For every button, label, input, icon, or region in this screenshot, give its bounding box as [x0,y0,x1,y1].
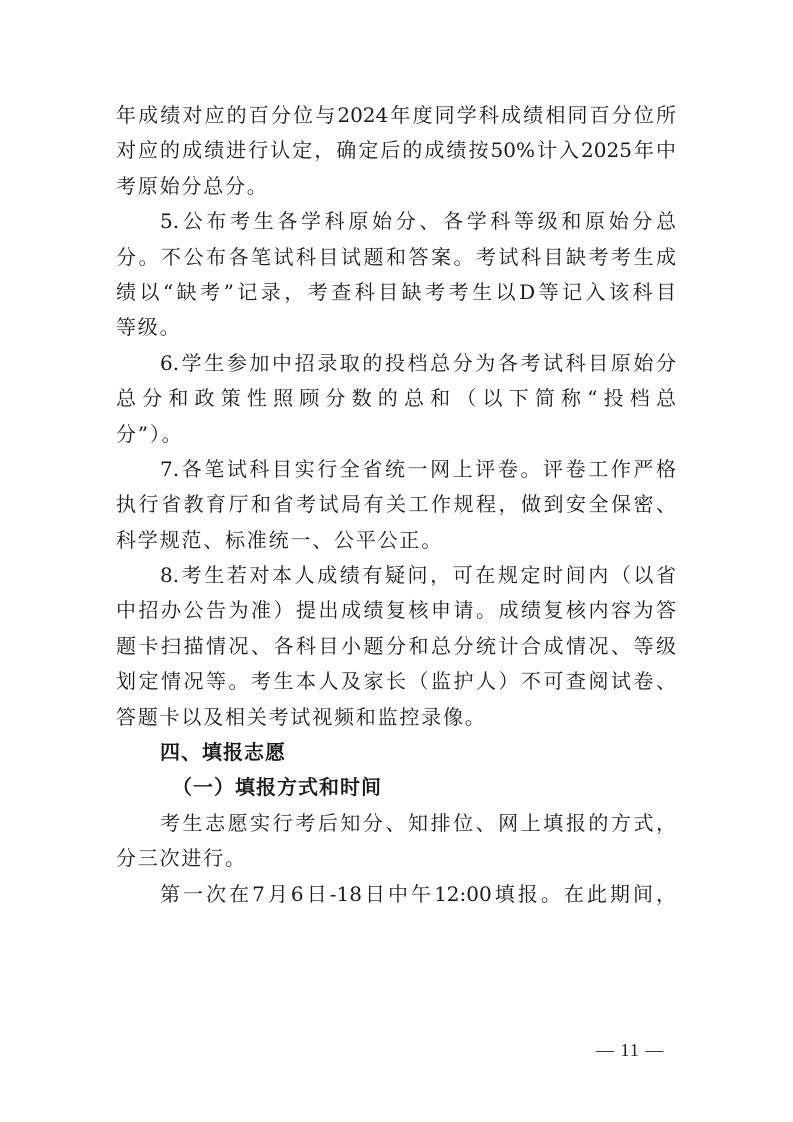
document-body [116,98,676,912]
text-line: 科学规范、标准统一、公平公正。 [116,527,443,552]
text-line: 总分和政策性照顾分数的总和（以下简称“投档总 [116,386,676,411]
text-line: 执行省教育厅和省考试局有关工作规程，做到安全保密、 [116,492,676,517]
text-line: 等级。 [116,315,182,340]
paragraph-start: 8.考生若对本人成绩有疑问，可在规定时间内（以省 [160,563,676,588]
text-line: 分。不公布各笔试科目试题和答案。考试科目缺考考生成 [116,244,676,269]
text-line: 答题卡以及相关考试视频和监控录像。 [116,704,487,729]
paragraph-start: 6.学生参加中招录取的投档总分为各考试科目原始分 [160,350,676,375]
text-line: 分三次进行。 [116,846,247,871]
paragraph-start: 5.公布考生各学科原始分、各学科等级和原始分总 [160,209,676,234]
text-line: 划定情况等。考生本人及家长（监护人）不可查阅试卷、 [116,669,676,694]
text-line: 分”）。 [116,421,184,446]
text-line: 绩以“缺考”记录，考查科目缺考考生以D等记入该科目 [116,279,676,304]
paragraph-start: 考生志愿实行考后知分、知排位、网上填报的方式， [160,810,676,835]
text-line: 对应的成绩进行认定，确定后的成绩按50%计入2025年中 [116,138,676,163]
page-number: — 11 — [596,1040,665,1060]
section-heading: 四、填报志愿 [160,740,286,765]
text-line: 年成绩对应的百分位与2024年度同学科成绩相同百分位所 [116,103,676,127]
text-line: 题卡扫描情况、各科目小题分和总分统计合成情况、等级 [116,633,676,658]
paragraph-start: 第一次在7月6日-18日中午12:00填报。在此期间， [160,881,676,906]
text-line: 考原始分总分。 [116,173,269,198]
paragraph-start: 7.各笔试科目实行全省统一网上评卷。评卷工作严格 [160,456,676,481]
text-line: 中招办公告为准）提出成绩复核申请。成绩复核内容为答 [116,598,676,623]
subsection-heading: （一）填报方式和时间 [172,775,382,800]
